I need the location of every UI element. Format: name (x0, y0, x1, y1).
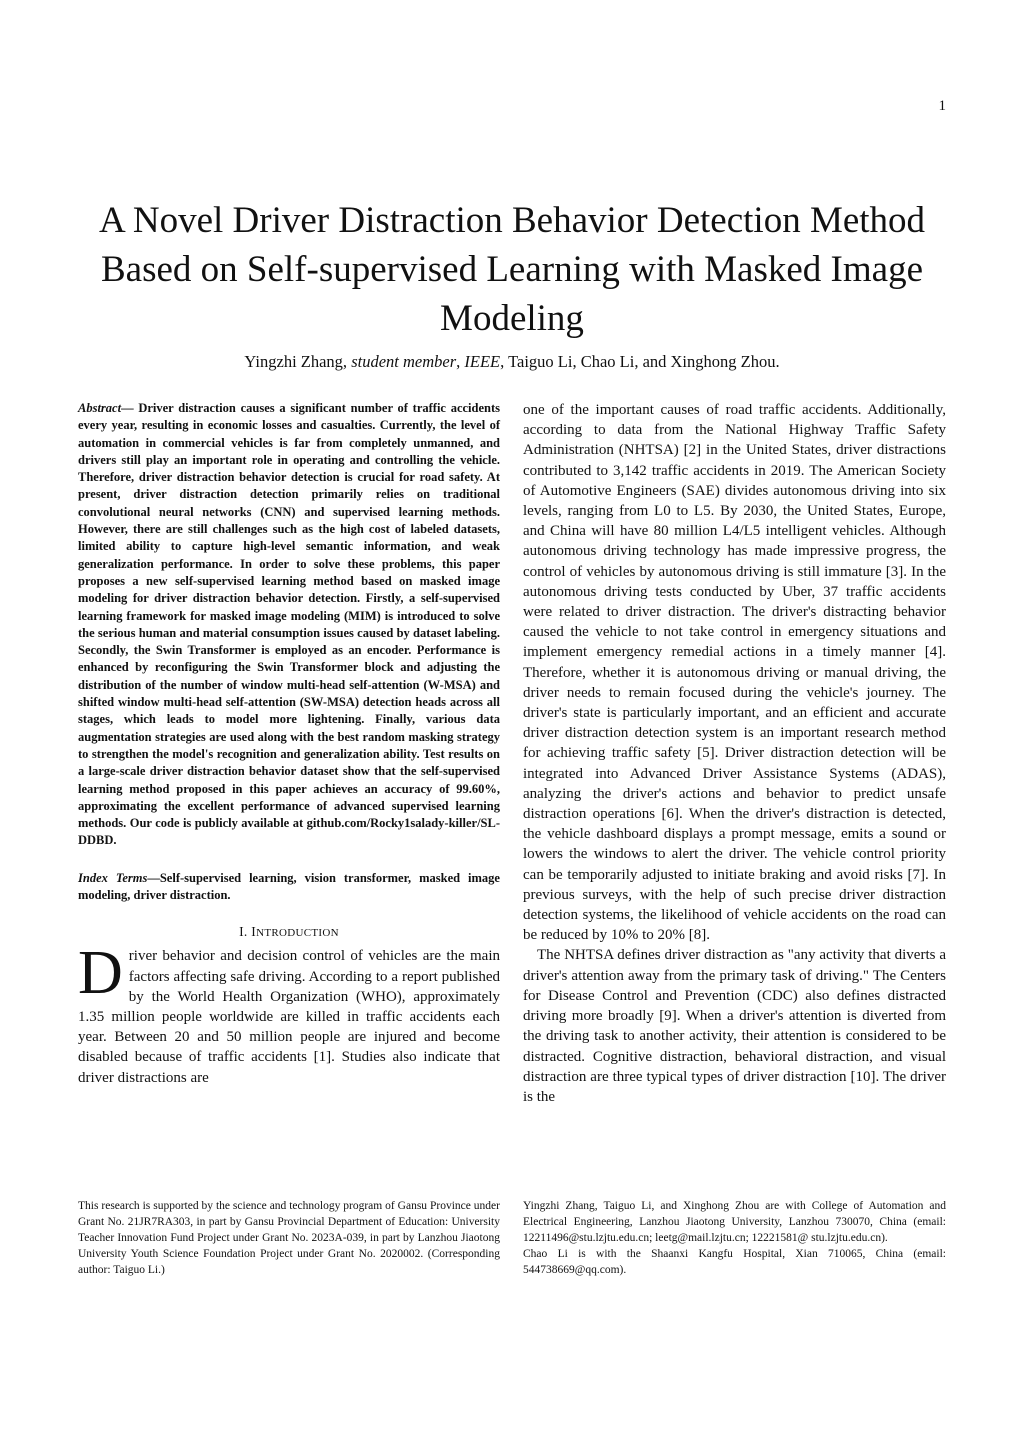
author-sep: , (456, 352, 465, 371)
intro-left-text: river behavior and decision control of vehicles are the main factors affecting safe driving. According to a report published by the World Health Organization (WHO), approximately 1.35 million people worldwide are killed in traffic accidents each year. Between 20 and 50 million people are injured and become disabled because of traffic accidents [1]. Studies also indicate that driver distractions are (78, 948, 500, 1086)
right-column (523, 400, 946, 1107)
footnote-affiliations (523, 1198, 946, 1278)
author-membership: student member (351, 352, 457, 371)
author-names-2: , Taiguo Li, Chao Li, and Xinghong Zhou. (500, 352, 780, 371)
abstract-lead: Abstract (78, 401, 122, 415)
section-rest: NTRODUCTION (256, 927, 339, 940)
index-terms-text: —Self-supervised learning, vision transformer, masked image modeling, driver distraction. (78, 870, 500, 903)
abstract-text: Driver distraction causes a significant number of traffic accidents every year, resulting in economic losses and casualties. Currently, the level of automation in commercial vehicles is far from completely unmanned, and drivers still play an important role in operating and controlling the vehicle. Therefore, driver distraction behavior detection is crucial for road safety. At present, driver distraction detection primarily relies on traditional convolutional neural networks (CNN) and supervised learning methods. However, there are still challenges such as the high cost of labeled datasets, limited ability to capture high-level semantic information, and weak generalization performance. In order to solve these problems, this paper proposes a new self-supervised learning method based on masked image modeling for driver distraction behavior detection. Firstly, a self-supervised learning framework for masked image modeling (MIM) is introduced to solve the serious human and material consumption issues caused by dataset labeling. Secondly, the Swin Transformer is employed as an encoder. Performance is enhanced by reconfiguring the Swin Transformer block and adjusting the distribution of the number of window multi-head self-attention (W-MSA) and shifted window multi-head self-attention (SW-MSA) detection heads across all stages, which leads to model more lightening. Finally, various data augmentation strategies are used along with the best random masking strategy to strengthen the model's recognition and generalization ability. Test results on a large-scale driver distraction behavior dataset show that the self-supervised learning method proposed in this paper achieves an accuracy of 99.60%, approximating the excellent performance of advanced supervised learning methods. Our code is publicly available at github.com/Rocky1salady-killer/SL-DDBD. (78, 401, 500, 848)
author-line (60, 352, 964, 372)
paper-title: A Novel Driver Distraction Behavior Detection Method Based on Self-supervised Learning with Masked Image Modeling (98, 200, 926, 339)
intro-paragraph (78, 939, 500, 1087)
section-number: I. (239, 924, 252, 940)
author-names-1: Yingzhi Zhang, (244, 352, 352, 371)
index-terms (78, 870, 500, 905)
intro-right-paragraph-2: The NHTSA defines driver distraction as "any activity that diverts a driver's attention away from the primary task of driving." The Centers for Disease Control and Prevention (CDC) also defines distracted driving more broadly [9]. When a driver's attention is diverted from the driving task to another activity, their attention is considered to be distracted. Cognitive distraction, behavioral distraction, and visual distraction are three typical types of driver distraction [10]. The driver is the (523, 947, 946, 1105)
author-society: IEEE (464, 352, 501, 371)
footnote-funding: This research is supported by the science and technology program of Gansu Province under Grant No. 21JR7RA303, in part by Gansu Provincial Department of Education: University Teacher Innovation Fund Project under Grant No. 2023A-039, in part by Lanzhou Jiaotong University Youth Science Foundation Project under Grant No. 2020002. (Corresponding author: Taiguo Li.) (78, 1200, 500, 1276)
section-first-letter: I (251, 924, 257, 940)
section-heading-introduction (78, 924, 500, 940)
page-number: 1 (938, 98, 946, 114)
drop-cap: D (78, 939, 123, 1008)
left-column (78, 400, 500, 1088)
footnote-affiliation-1: Yingzhi Zhang, Taiguo Li, and Xinghong Zhou are with College of Automation and Electrical Engineering, Lanzhou Jiaotong University, Lanzhou 730070, China (email: 12211496@stu.lzjtu.edu.cn; leetg@mail.lzjtu.cn; 12221581@ stu.lzjtu.edu.cn). (523, 1200, 946, 1244)
footnote-affiliation-2: Chao Li is with the Shaanxi Kangfu Hospital, Xian 710065, China (email: 544738669@qq.com). (523, 1248, 946, 1276)
intro-right-paragraph-1: one of the important causes of road traffic accidents. Additionally, according to data from the National Highway Traffic Safety Administration (NHTSA) [2] in the United States, driver distractions contributed to 3,142 traffic accidents in 2019. The American Society of Automotive Engineers (SAE) divides autonomous driving into six levels, ranging from L0 to L5. By 2030, the United States, Europe, and China will have 80 million L4/L5 intelligent vehicles. Although autonomous driving technology has made impressive progress, the control of vehicles by autonomous driving is still immature [3]. In the autonomous driving tests conducted by Uber, 37 traffic accidents were related to driver distraction. The driver's distracting behavior caused the vehicle to not take control in emergency situations and implement emergency remedial actions in a timely manner [4]. Therefore, whether it is autonomous driving or manual driving, the driver needs to remain focused during the vehicle's journey. The driver's state is particularly important, and an efficient and accurate driver distraction detection system is an important research method for achieving traffic safety [5]. Driver distraction detection will be integrated into Advanced Driver Assistance Systems (ADAS), analyzing the driver's actions and behavior to predict unsafe distraction operations [6]. When the driver's distraction is detected, the vehicle dashboard displays a prompt message, emits a sound or lowers the windows to alert the driver. The vehicle control priority can be temporarily adjusted to initiate braking and avoid risks [7]. In previous surveys, with the help of such precise driver distraction detection systems, the likelihood of vehicle accidents on the road can be reduced by 10% to 20% [8]. (523, 402, 946, 944)
abstract (78, 400, 500, 850)
abstract-dash: — (121, 401, 139, 415)
index-terms-lead: Index Terms (78, 870, 148, 885)
